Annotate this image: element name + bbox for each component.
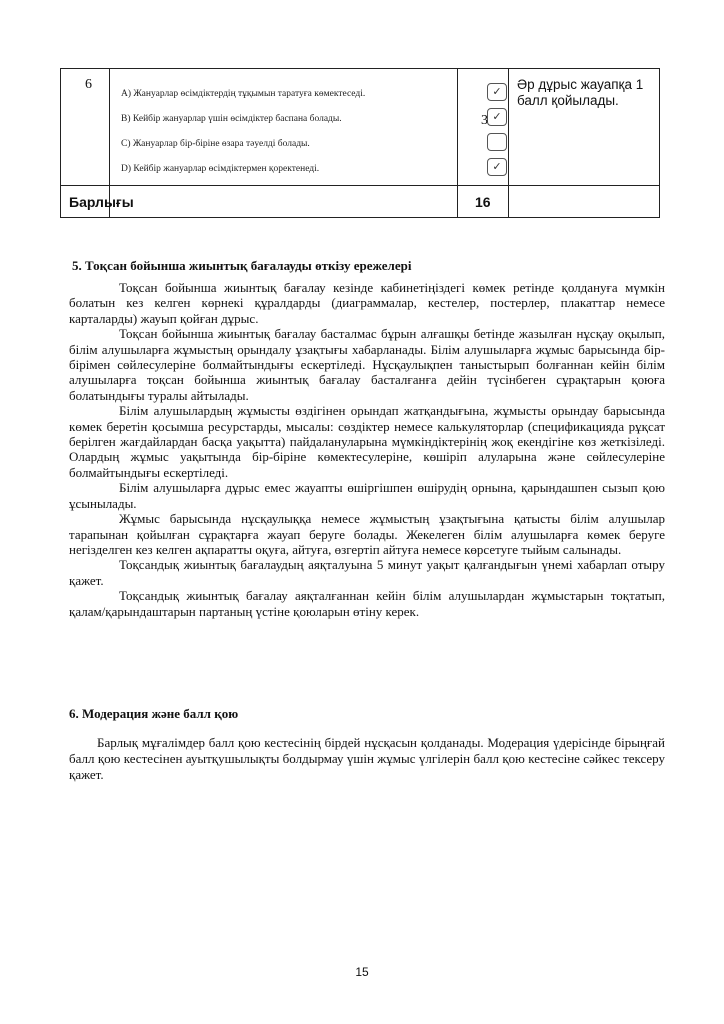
checkbox-checked[interactable]: ✓: [487, 108, 507, 126]
section-6-heading: 6. Модерация және балл қою: [69, 706, 239, 721]
total-value: 16: [475, 194, 491, 210]
paragraph: Білім алушыларға дұрыс емес жауапты өшіргішпен өшірудің орнына, қарындашпен сызып қою ұсынылады.: [69, 480, 665, 511]
paragraph: Білім алушылардың жұмысты өздігінен орындап жатқандығына, жұмысты орындау барысында көмек беретін қосымша ресурстарды, мысалы: сөздіктер немесе калькуляторлар (спецификацияда рұқсат берілген жағдайлардан басқа уақытта) пайдалануларына мүмкіндіктерінің жоқ екендігіне көз жеткізіледі. Олардың жұмыс уақытында бір-біріне көмектесулеріне, көшіріп алуларына және сөйлесулеріне болмайтындығы ескертіледі.: [69, 403, 665, 480]
answer-option: [121, 110, 502, 135]
option-text: A) Жануарлар өсімдіктердің тұқымын таратуға көмектеседі.: [121, 89, 366, 99]
table-divider: [61, 185, 659, 186]
answer-options: [121, 85, 502, 185]
checkbox-empty[interactable]: [487, 133, 507, 151]
checkbox-checked[interactable]: ✓: [487, 158, 507, 176]
paragraph: Тоқсандық жиынтық бағалау аяқталғаннан кейін білім алушылардан жұмыстарын тоқтатып, қалам/қарындаштарын партаның үстіне қоюларын өтіну керек.: [69, 588, 665, 619]
page-number: 15: [355, 965, 369, 979]
paragraph: Тоқсан бойынша жиынтық бағалау кезінде кабинетіңіздегі көмек ретінде қолдануға мүмкін болатын кез келген көрнекі құралдарды (диаграммалар, кестелер, постерлер, плакаттар немесе карталарды) жауып қойған дұрыс.: [69, 280, 665, 326]
paragraph: Тоқсандық жиынтық бағалаудың аяқталуына 5 минут уақыт қалғандығын үнемі хабарлап отыру қажет.: [69, 557, 665, 588]
row-score: 3: [481, 113, 488, 128]
scoring-note: Әр дұрыс жауапқа 1 балл қойылады.: [517, 77, 644, 108]
score-table: [60, 68, 660, 218]
option-text: C) Жануарлар бір-біріне өзара тәуелді болады.: [121, 139, 310, 149]
section-5-heading: 5. Тоқсан бойынша жиынтық бағалауды өткізу ережелері: [72, 258, 412, 273]
answer-option: [121, 85, 502, 110]
row-number: 6: [85, 77, 92, 92]
option-text: D) Кейбір жануарлар өсімдіктермен қоректенеді.: [121, 164, 320, 174]
option-text: B) Кейбір жануарлар үшін өсімдіктер баспана болады.: [121, 114, 342, 124]
paragraph: Тоқсан бойынша жиынтық бағалау басталмас бұрын алғашқы бетінде жазылған нұсқау оқылып, білім алушыларға жұмыстың орындалу ұзақтығы хабарланады. Білім алушыларға жұмыс барысында бір-бірімен сөйлесулеріне болмайтындығы ескертіледі. Нұсқаулықпен таныстырып болғаннан кейін білім алушыларға тоқсан бойынша жиынтық бағалау басталғанға дейін түсінбеген сұрақтарын қоюға болатындығы туралы айтылады.: [69, 326, 665, 403]
paragraph: Барлық мұғалімдер балл қою кестесінің бірдей нұсқасын қолданады. Модерация үдерісінде бірыңғай балл қою кестесінен ауытқушылықты болдырмау үшін жұмыс үлгілерін балл қою кестесіне сәйкес тексеру қажет.: [69, 735, 665, 782]
total-label: Барлығы: [69, 194, 134, 210]
section-5-body: [69, 280, 665, 619]
answer-option: [121, 135, 461, 160]
paragraph: Жұмыс барысында нұсқаулыққа немесе жұмыстың ұзақтығына қатысты білім алушылар тарапынан қойылған сұрақтарға жауап беруге болады. Жекелеген білім алушыларға көмек беруге негізделген кез келген ақпаратты оқуға, айтуға, өзгертіп айтуға немесе көрсетуге тыйым салынады.: [69, 511, 665, 557]
checkbox-checked[interactable]: ✓: [487, 83, 507, 101]
answer-option: [121, 160, 502, 185]
table-divider: [508, 69, 509, 217]
section-6-body: [69, 735, 665, 783]
